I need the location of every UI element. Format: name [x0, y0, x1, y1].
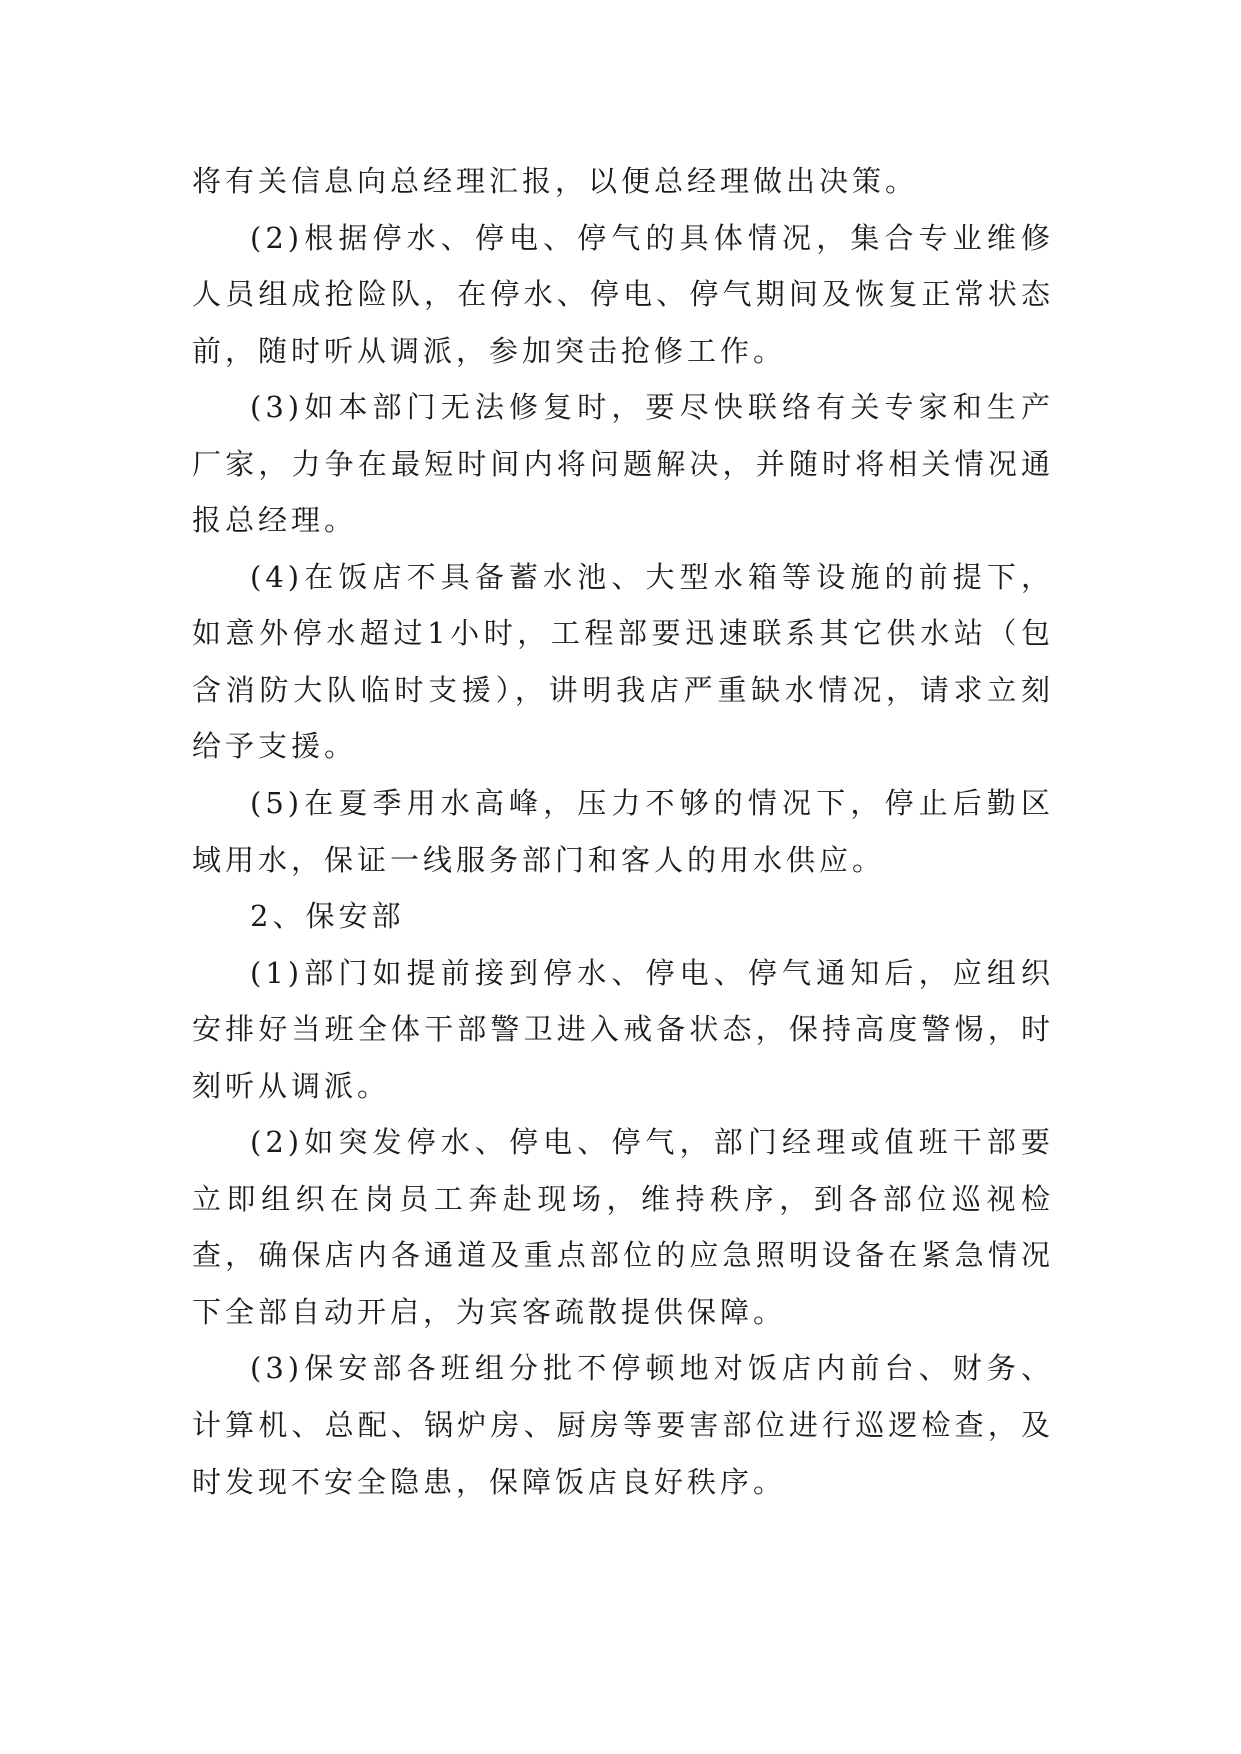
- paragraph-security-item-3: (3)保安部各班组分批不停顿地对饭店内前台、财务、计算机、总配、锅炉房、厨房等要害部位进行巡逻检查，及时发现不安全隐患，保障饭店良好秩序。: [192, 1351, 1054, 1499]
- paragraph-engineering-item-4: (4)在饭店不具备蓄水池、大型水箱等设施的前提下，如意外停水超过1小时，工程部要迅速联系其它供水站（包含消防大队临时支援），讲明我店严重缺水情况，请求立刻给予支援。: [192, 559, 1054, 764]
- section-heading-security: 2、保安部: [250, 899, 405, 934]
- paragraph-security-item-2: (2)如突发停水、停电、停气，部门经理或值班干部要立即组织在岗员工奔赴现场，维持秩序，到各部位巡视检查，确保店内各通道及重点部位的应急照明设备在紧急情况下全部自动开启，为宾客疏散提供保障。: [192, 1125, 1054, 1329]
- paragraph-engineering-item-5: (5)在夏季用水高峰，压力不够的情况下，停止后勤区域用水，保证一线服务部门和客人的用水供应。: [192, 786, 1054, 877]
- paragraph-engineering-item-2: (2)根据停水、停电、停气的具体情况，集合专业维修人员组成抢险队，在停水、停电、停气期间及恢复正常状态前，随时听从调派，参加突击抢修工作。: [192, 220, 1054, 368]
- document-body: [192, 153, 1054, 1510]
- paragraph-continuation: 将有关信息向总经理汇报，以便总经理做出决策。: [192, 164, 919, 198]
- paragraph-engineering-item-3: (3)如本部门无法修复时，要尽快联络有关专家和生产厂家，力争在最短时间内将问题解决，并随时将相关情况通报总经理。: [192, 390, 1054, 538]
- paragraph-security-item-1: (1)部门如提前接到停水、停电、停气通知后，应组织安排好当班全体干部警卫进入戒备状态，保持高度警惕，时刻听从调派。: [192, 955, 1054, 1103]
